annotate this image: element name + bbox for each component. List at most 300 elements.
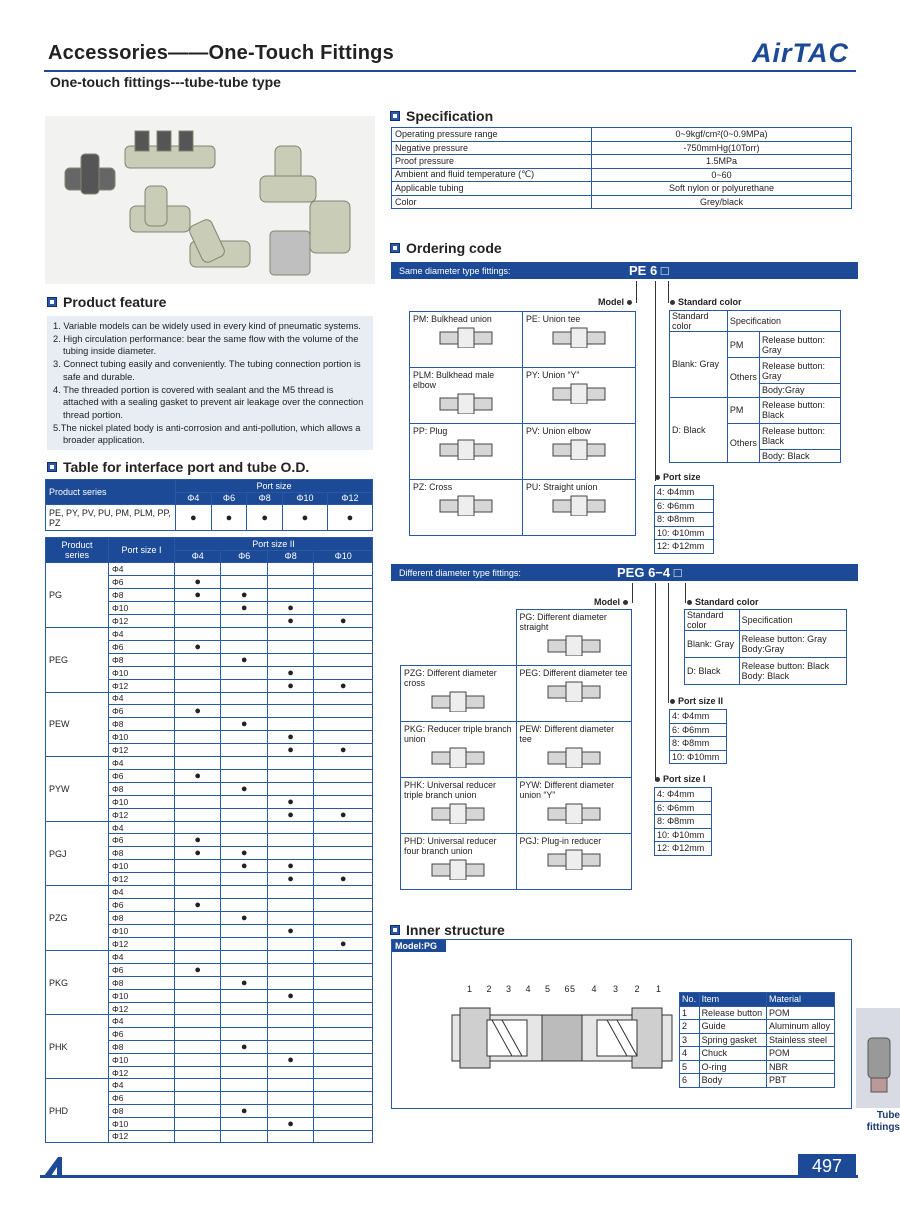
dot-cell — [221, 1079, 267, 1092]
dot-cell — [175, 563, 221, 576]
material-cell: 1 — [680, 1006, 700, 1020]
dot-cell — [221, 1091, 267, 1104]
model-name: PHK: Universal reducer triple branch union — [404, 780, 496, 800]
port-size-cell: Φ8 — [109, 653, 175, 666]
feature-item: 3. Connect tubing easily and conveniently. The tubing connection portion is safe and durable. — [53, 359, 361, 382]
port-cell: 12: Φ12mm — [655, 540, 714, 554]
dot-cell: ● — [267, 744, 313, 757]
dot-cell: ● — [267, 873, 313, 886]
model-cell — [401, 722, 517, 778]
dot-cell: ● — [175, 588, 221, 601]
fitting-drawing-icon — [428, 746, 488, 768]
dot-cell — [267, 575, 313, 588]
port-size-cell: Φ8 — [109, 718, 175, 731]
series-name: PEG — [46, 627, 109, 692]
dot-cell — [267, 834, 313, 847]
port-size-cell: Φ10 — [109, 1117, 175, 1130]
material-cell: NBR — [767, 1060, 835, 1074]
port-row — [655, 842, 712, 856]
port-size-cell: Φ4 — [109, 757, 175, 770]
port-size-cell: Φ4 — [109, 1079, 175, 1092]
spec-row — [392, 128, 852, 142]
dot-cell: ● — [221, 1040, 267, 1053]
port-size-cell: Φ4 — [109, 563, 175, 576]
dot-icon — [655, 475, 660, 480]
size-header: Φ4 — [175, 550, 221, 563]
series-name: PG — [46, 563, 109, 628]
dot-cell — [267, 821, 313, 834]
dot-cell: ● — [314, 744, 373, 757]
diff-port1-table — [654, 787, 712, 856]
material-row — [680, 1006, 835, 1020]
dot-cell — [314, 1091, 373, 1104]
dot-icon — [687, 600, 692, 605]
table-row — [46, 757, 373, 770]
dot-cell: ● — [175, 769, 221, 782]
model-name: PEW: Different diameter tee — [519, 724, 615, 744]
port-row — [655, 486, 714, 500]
material-cell: O-ring — [699, 1060, 766, 1074]
dot-cell — [267, 563, 313, 576]
product-photo — [45, 116, 375, 284]
port-size-cell: Φ12 — [109, 938, 175, 951]
material-cell: 5 — [680, 1060, 700, 1074]
connector-line — [668, 583, 669, 703]
series-name: PKG — [46, 951, 109, 1015]
series-header: Product series — [46, 538, 109, 563]
port-cell: 10: Φ10mm — [655, 828, 712, 842]
dot-cell: ● — [221, 976, 267, 989]
dot-cell: ● — [267, 860, 313, 873]
material-cell: Guide — [699, 1020, 766, 1034]
model-row — [401, 834, 632, 890]
dot-cell — [175, 718, 221, 731]
section-bullet-icon — [390, 243, 400, 253]
material-row — [680, 1074, 835, 1088]
dot-cell — [314, 575, 373, 588]
dot-cell — [175, 925, 221, 938]
dot-cell: ● — [267, 925, 313, 938]
dot-cell — [314, 1040, 373, 1053]
dot-cell: ● — [175, 834, 221, 847]
dot-cell: ● — [221, 847, 267, 860]
dot-cell — [267, 769, 313, 782]
dot-cell: ● — [175, 575, 221, 588]
fitting-drawing-icon — [428, 690, 488, 712]
side-tab-label[interactable]: Tube fittings — [866, 1110, 900, 1133]
dot-cell: ● — [267, 679, 313, 692]
fitting-drawing-icon — [428, 858, 488, 880]
port-row — [670, 710, 727, 724]
dot-cell — [175, 821, 221, 834]
dot-cell — [314, 951, 373, 964]
port-cell: 4: Φ4mm — [655, 788, 712, 802]
model-cell — [516, 722, 632, 778]
dot-cell — [314, 821, 373, 834]
dot-cell — [267, 899, 313, 912]
dot-cell — [267, 718, 313, 731]
series-cell: PE, PY, PV, PU, PM, PLM, PP, PZ — [46, 505, 176, 531]
dot-cell — [175, 1079, 221, 1092]
model-cell — [516, 666, 632, 722]
dot-cell — [221, 614, 267, 627]
interface-table-2 — [45, 537, 373, 1143]
spec-label: Negative pressure — [392, 141, 592, 155]
port-row — [670, 737, 727, 751]
connector-line — [655, 583, 656, 781]
model-cell — [516, 778, 632, 834]
dot-cell — [175, 614, 221, 627]
series-header: Product series — [46, 480, 176, 505]
spec-label: Ambient and fluid temperature (℃) — [392, 168, 592, 182]
dot-cell: ● — [267, 1053, 313, 1066]
port-size-cell: Φ10 — [109, 925, 175, 938]
dot-cell: ● — [267, 614, 313, 627]
dot-cell — [314, 1117, 373, 1130]
dot-cell — [267, 1079, 313, 1092]
table-row — [46, 821, 373, 834]
series-name: PGJ — [46, 821, 109, 886]
dot-cell: ● — [247, 505, 283, 531]
diff-color-table — [684, 609, 847, 685]
material-head: Material — [767, 993, 835, 1007]
port-row — [655, 499, 714, 513]
port-row — [655, 788, 712, 802]
dot-cell — [175, 1028, 221, 1041]
model-cell — [516, 834, 632, 890]
dot-cell: ● — [221, 588, 267, 601]
table-row — [46, 1015, 373, 1028]
color-head: Standard color — [685, 610, 740, 631]
dot-cell — [314, 834, 373, 847]
port-size-cell: Φ12 — [109, 744, 175, 757]
dot-cell — [221, 1066, 267, 1079]
section-bullet-icon — [47, 297, 57, 307]
dot-cell — [267, 938, 313, 951]
dot-cell — [175, 1104, 221, 1117]
dot-cell — [175, 912, 221, 925]
dot-cell: ● — [267, 1117, 313, 1130]
port-cell: 6: Φ6mm — [655, 801, 712, 815]
dot-cell — [221, 938, 267, 951]
port-cell: 6: Φ6mm — [670, 723, 727, 737]
dot-cell — [175, 1002, 221, 1015]
connector-line — [655, 281, 656, 481]
dot-cell — [221, 963, 267, 976]
same-diameter-bar: Same diameter type fittings: PE 6 □ — [391, 262, 858, 279]
material-cell: 3 — [680, 1033, 700, 1047]
series-name: PHK — [46, 1015, 109, 1079]
model-name: PE: Union tee — [526, 314, 581, 324]
standard-color-label: Standard color — [687, 597, 759, 607]
material-row — [680, 1047, 835, 1061]
port-size-cell: Φ6 — [109, 834, 175, 847]
dot-cell — [314, 769, 373, 782]
material-cell: Release button — [699, 1006, 766, 1020]
size-header: Φ10 — [314, 550, 373, 563]
same-port-table — [654, 485, 714, 554]
model-cell — [410, 312, 523, 368]
spec-row — [392, 195, 852, 209]
model-name: PYW: Different diameter union “Y” — [519, 780, 615, 800]
dot-cell — [267, 757, 313, 770]
fitting-drawing-icon — [544, 680, 604, 702]
specification-table — [391, 127, 852, 209]
model-cell — [410, 424, 523, 480]
dot-cell — [175, 744, 221, 757]
dot-cell — [314, 1015, 373, 1028]
port-size-cell: Φ8 — [109, 847, 175, 860]
dot-cell — [175, 938, 221, 951]
material-cell: 6 — [680, 1074, 700, 1088]
dot-cell: ● — [221, 653, 267, 666]
dot-cell — [221, 679, 267, 692]
port1-header: Port size I — [109, 538, 175, 563]
material-cell: POM — [767, 1047, 835, 1061]
size-header: Φ4 — [176, 492, 212, 505]
footer-rule — [40, 1175, 858, 1178]
dot-cell — [314, 601, 373, 614]
dot-cell — [175, 679, 221, 692]
port-size-cell: Φ12 — [109, 679, 175, 692]
port-size-cell: Φ6 — [109, 1091, 175, 1104]
dot-cell: ● — [314, 938, 373, 951]
dot-cell — [175, 653, 221, 666]
dot-cell: ● — [267, 795, 313, 808]
port-size-cell: Φ6 — [109, 899, 175, 912]
fitting-drawing-icon — [436, 392, 496, 414]
model-cell — [523, 480, 636, 536]
model-row — [410, 424, 636, 480]
diff-order-code: PEG 6−4 □ — [617, 565, 682, 580]
spec-label: Color — [392, 195, 592, 209]
dot-cell — [221, 808, 267, 821]
dot-cell — [314, 1028, 373, 1041]
fitting-drawing-icon — [549, 438, 609, 460]
same-color-table: Standard color Specification Blank: Gray PM Release button: Gray Others Release button: Gray Body:Gray D: Black PM Release button: Black Others Release button: Black Body: Black — [669, 310, 841, 463]
model-name: PM: Bulkhead union — [413, 314, 492, 324]
dot-cell — [314, 925, 373, 938]
color-head-row — [685, 610, 847, 631]
dot-cell: ● — [282, 505, 327, 531]
material-table — [679, 992, 835, 1088]
dot-cell — [314, 563, 373, 576]
dot-cell — [267, 588, 313, 601]
material-row — [680, 1020, 835, 1034]
port-size-cell: Φ10 — [109, 601, 175, 614]
dot-cell — [314, 731, 373, 744]
color-code: D: Black — [685, 658, 740, 685]
dot-cell — [267, 1040, 313, 1053]
dot-cell — [175, 1117, 221, 1130]
fitting-drawing-icon — [436, 438, 496, 460]
fitting-drawing-icon — [549, 382, 609, 404]
dot-cell — [314, 1130, 373, 1143]
fitting-drawing-icon — [544, 634, 604, 656]
fitting-drawing-icon — [544, 848, 604, 870]
material-head: Item — [699, 993, 766, 1007]
port-size-cell: Φ4 — [109, 886, 175, 899]
series-name: PZG — [46, 886, 109, 951]
material-cell: Chuck — [699, 1047, 766, 1061]
dot-cell — [267, 1066, 313, 1079]
inner-structure-box — [391, 939, 852, 1109]
dot-icon — [670, 300, 675, 305]
dot-cell: ● — [175, 963, 221, 976]
model-name: PHD: Universal reducer four branch union — [404, 836, 497, 856]
spec-row — [392, 155, 852, 169]
material-cell: 4 — [680, 1047, 700, 1061]
model-name: PV: Union elbow — [526, 426, 591, 436]
port-size-cell: Φ8 — [109, 782, 175, 795]
table-row — [46, 563, 373, 576]
dot-icon — [623, 600, 628, 605]
port-size-cell: Φ6 — [109, 575, 175, 588]
section-bullet-icon — [390, 111, 400, 121]
dot-icon — [670, 699, 675, 704]
color-row — [685, 658, 847, 685]
dot-cell — [267, 1091, 313, 1104]
dot-cell — [221, 1028, 267, 1041]
connector-line — [668, 281, 669, 303]
dot-cell — [175, 782, 221, 795]
dot-cell: ● — [221, 782, 267, 795]
model-row — [410, 480, 636, 536]
dot-cell: ● — [267, 601, 313, 614]
dot-cell: ● — [327, 505, 372, 531]
model-name: PY: Union “Y” — [526, 370, 580, 380]
model-label: Model — [598, 297, 632, 307]
different-diameter-bar: Different diameter type fittings: PEG 6−4 □ — [391, 564, 858, 581]
dot-cell — [175, 1015, 221, 1028]
section-ordering-code: Ordering code — [390, 240, 502, 256]
dot-cell: ● — [221, 860, 267, 873]
dot-cell — [267, 976, 313, 989]
port-row — [670, 723, 727, 737]
dot-cell — [221, 627, 267, 640]
dot-cell — [221, 925, 267, 938]
spec-value: Grey/black — [592, 195, 852, 209]
dot-cell — [267, 1130, 313, 1143]
dot-cell — [175, 1130, 221, 1143]
port-size-cell: Φ6 — [109, 1028, 175, 1041]
color-code: Blank: Gray — [685, 631, 740, 658]
size-header: Φ8 — [267, 550, 313, 563]
dot-cell — [221, 692, 267, 705]
spec-label: Operating pressure range — [392, 128, 592, 142]
dot-cell: ● — [175, 899, 221, 912]
fitting-drawing-icon — [436, 494, 496, 516]
model-label: Model — [594, 597, 628, 607]
dot-cell — [267, 627, 313, 640]
model-cell — [401, 666, 517, 722]
dot-cell: ● — [221, 601, 267, 614]
fitting-drawing-icon — [544, 746, 604, 768]
dot-cell — [314, 1053, 373, 1066]
spec-label: Proof pressure — [392, 155, 592, 169]
spec-value: 0~9kgf/cm²(0~0.9MPa) — [592, 128, 852, 142]
dot-cell — [314, 692, 373, 705]
feature-item: 5.The nickel plated body is anti-corrosion and anti-pollution, which allows a broader application. — [53, 422, 361, 446]
page-subtitle: One-touch fittings---tube-tube type — [50, 74, 281, 90]
dot-cell — [314, 1104, 373, 1117]
dot-cell — [221, 899, 267, 912]
same-order-code: PE 6 □ — [629, 263, 669, 278]
dot-cell: ● — [176, 505, 212, 531]
dot-icon — [627, 300, 632, 305]
dot-cell — [221, 1015, 267, 1028]
model-cell — [401, 834, 517, 890]
model-name: PLM: Bulkhead male elbow — [413, 370, 495, 390]
dot-cell — [221, 873, 267, 886]
fitting-drawing-icon — [544, 802, 604, 824]
port-size-cell: Φ4 — [109, 1015, 175, 1028]
dot-cell — [175, 627, 221, 640]
table-row — [46, 1079, 373, 1092]
port-cell: 8: Φ8mm — [670, 737, 727, 751]
port-size-cell: Φ10 — [109, 795, 175, 808]
dot-cell — [175, 1040, 221, 1053]
table-row — [46, 627, 373, 640]
dot-cell: ● — [267, 808, 313, 821]
diff-port2-table — [669, 709, 727, 764]
port-size-cell: Φ10 — [109, 666, 175, 679]
inner-model-label: Model:PG — [392, 940, 446, 952]
spec-label: Applicable tubing — [392, 182, 592, 196]
dot-cell — [175, 1053, 221, 1066]
table-row — [46, 951, 373, 964]
section-bullet-icon — [390, 925, 400, 935]
dot-cell: ● — [314, 873, 373, 886]
material-cell: Stainless steel — [767, 1033, 835, 1047]
model-name: PEG: Different diameter tee — [519, 668, 628, 678]
dot-cell — [314, 640, 373, 653]
dot-cell — [267, 886, 313, 899]
model-cell — [516, 610, 632, 666]
fitting-drawing-icon — [436, 326, 496, 348]
port-row — [655, 526, 714, 540]
dot-cell — [175, 1091, 221, 1104]
dot-cell — [175, 1066, 221, 1079]
feature-item: 2. High circulation performance: bear the same flow with the volume of the tubing inside diameter. — [53, 333, 359, 357]
port-row — [655, 828, 712, 842]
material-cell: 2 — [680, 1020, 700, 1034]
model-name: PU: Straight union — [526, 482, 598, 492]
model-name: PZG: Different diameter cross — [404, 668, 497, 688]
series-name: PYW — [46, 757, 109, 822]
page-title: Accessories——One-Touch Fittings — [48, 42, 394, 64]
dot-cell — [221, 640, 267, 653]
port-size-cell: Φ8 — [109, 912, 175, 925]
port-cell: 6: Φ6mm — [655, 499, 714, 513]
spec-row — [392, 182, 852, 196]
model-cell — [523, 312, 636, 368]
dot-cell — [175, 692, 221, 705]
product-feature-list — [47, 316, 373, 450]
title-rule — [44, 70, 856, 72]
dot-cell — [314, 860, 373, 873]
callouts-right: 5 4 3 2 1 — [570, 984, 669, 994]
dot-cell — [267, 1104, 313, 1117]
dot-cell — [314, 795, 373, 808]
dot-cell — [175, 757, 221, 770]
feature-item: 1. Variable models can be widely used in every kind of pneumatic systems. — [53, 321, 361, 331]
material-cell: Aluminum alloy — [767, 1020, 835, 1034]
model-name: PZ: Cross — [413, 482, 453, 492]
port-row — [655, 540, 714, 554]
dot-cell — [267, 692, 313, 705]
dot-cell — [221, 666, 267, 679]
